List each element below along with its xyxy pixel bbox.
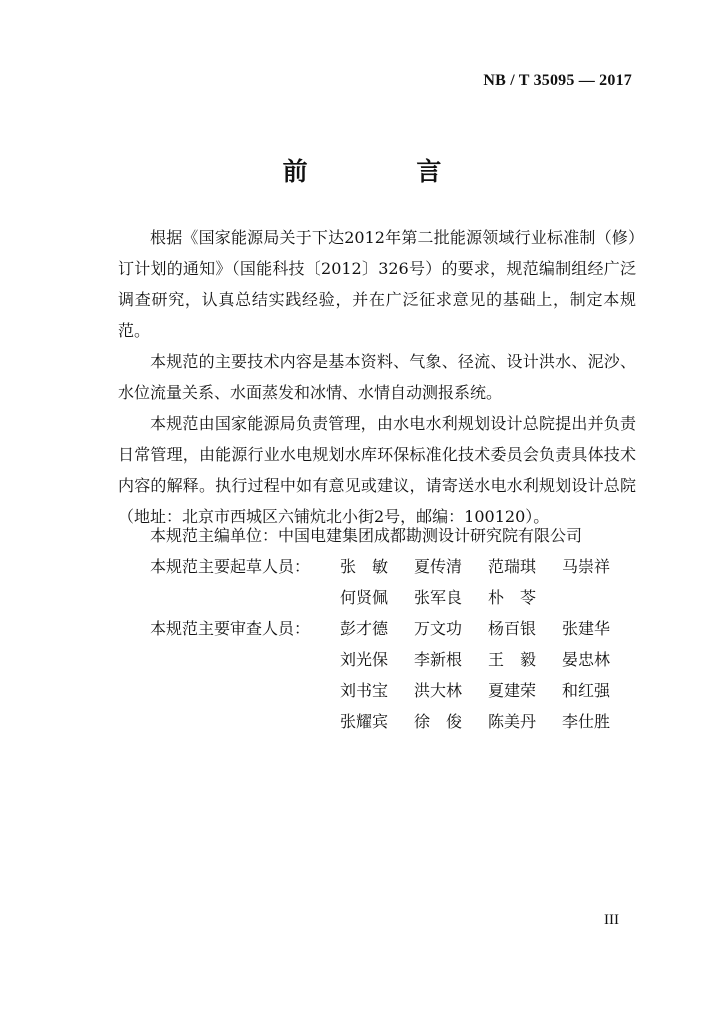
- reviewers-label: 本规范主要审查人员：: [150, 619, 311, 638]
- reviewer-name: 晏忠林: [562, 650, 611, 669]
- reviewer-name: 李新根: [414, 650, 463, 669]
- drafters-row-1: [118, 551, 648, 582]
- drafter-name: 朴 苓: [488, 588, 537, 607]
- drafter-name: 张 敏: [340, 557, 389, 576]
- drafter-name: 范瑞琪: [488, 557, 537, 576]
- reviewer-name: 夏建荣: [488, 681, 537, 700]
- reviewer-name: 万文功: [414, 619, 463, 638]
- page-title: 前 言: [282, 157, 492, 186]
- drafter-name: 马崇祥: [562, 557, 611, 576]
- reviewer-name: 李仕胜: [562, 712, 611, 731]
- drafter-name: 张军良: [414, 588, 463, 607]
- body-text: [118, 222, 636, 532]
- reviewers-row-1: [118, 613, 648, 644]
- reviewer-name: 张建华: [562, 619, 611, 638]
- drafter-name: 何贤佩: [340, 588, 389, 607]
- reviewer-name: 洪大林: [414, 681, 463, 700]
- drafters-row-2: [118, 582, 648, 613]
- drafters-label: 本规范主要起草人员：: [150, 557, 311, 576]
- reviewer-name: 彭才德: [340, 619, 389, 638]
- reviewers-row-4: [118, 706, 648, 737]
- paragraph-content: 本规范的主要技术内容是基本资料、气象、径流、设计洪水、泥沙、水位流量关系、水面蒸发和冰情、水情自动测报系统。: [118, 352, 636, 402]
- standard-code: NB / T 35095 — 2017: [483, 72, 632, 89]
- reviewer-name: 刘书宝: [340, 681, 389, 700]
- page-number: III: [604, 912, 619, 928]
- reviewers-row-2: [118, 644, 648, 675]
- drafter-name: 夏传清: [414, 557, 463, 576]
- paragraph-basis: 根据《国家能源局关于下达2012年第二批能源领域行业标准制（修）订计划的通知》（国能科技〔2012〕326号）的要求，规范编制组经广泛调查研究，认真总结实践经验，并在广泛征求意见的基础上，制定本规范。: [118, 228, 636, 340]
- reviewer-name: 杨百银: [488, 619, 537, 638]
- roster: [118, 520, 648, 737]
- reviewer-name: 和红强: [562, 681, 611, 700]
- reviewer-name: 陈美丹: [488, 712, 537, 731]
- reviewers-row-3: [118, 675, 648, 706]
- reviewer-name: 徐 俊: [414, 712, 463, 731]
- chief-editor-line: 本规范主编单位：中国电建集团成都勘测设计研究院有限公司: [150, 526, 583, 545]
- paragraph-management: 本规范由国家能源局负责管理，由水电水利规划设计总院提出并负责日常管理，由能源行业水电规划水库环保标准化技术委员会负责具体技术内容的解释。执行过程中如有意见或建议，请寄送水电水利规划设计总院（地址：北京市西城区六铺炕北小街2号，邮编：100120）。: [118, 414, 636, 526]
- reviewer-name: 王 毅: [488, 650, 537, 669]
- reviewer-name: 刘光保: [340, 650, 389, 669]
- reviewer-name: 张耀宾: [340, 712, 389, 731]
